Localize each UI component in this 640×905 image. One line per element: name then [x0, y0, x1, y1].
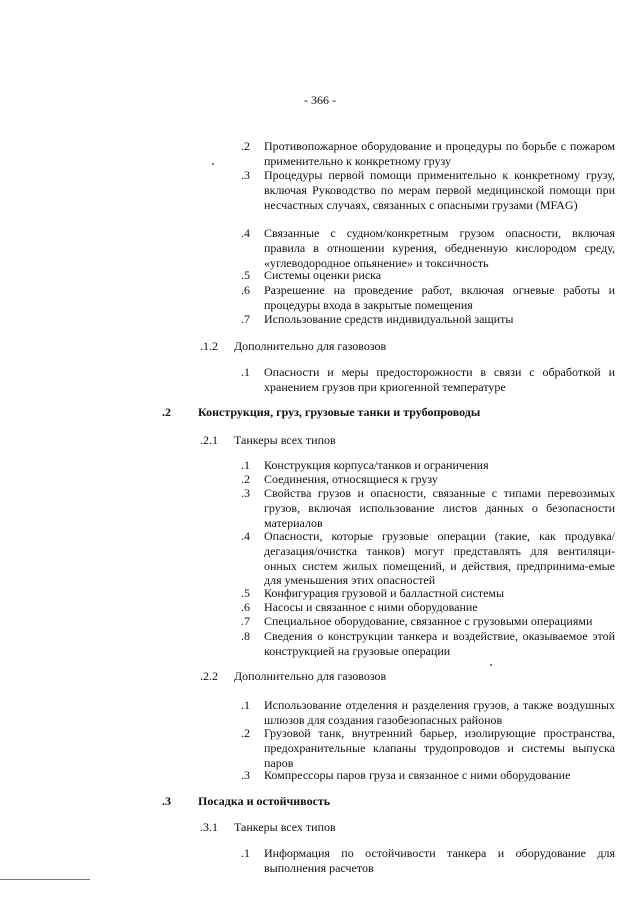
item-number: .2 — [241, 139, 250, 153]
item-number: .3 — [241, 168, 250, 182]
item-number: .6 — [241, 600, 250, 614]
item-text: Опасности, которые грузовые операции (такие, как продувка/ дегазация/очистка танков) могут представлять для вентиляци-онных систем жилых помещений, и действия, предпринима-емые для уменьшения этих опасностей — [264, 529, 615, 588]
item-number: .8 — [241, 629, 250, 643]
item-text: Конструкция корпуса/танков и ограничения — [264, 458, 489, 472]
scan-line — [0, 879, 90, 880]
item-number: .1 — [241, 365, 250, 379]
item-text: Сведения о конструкции танкера и воздействие, оказываемое этой конструкцией на грузовые операции — [264, 629, 615, 658]
item-text: Связанные с судном/конкретным грузом опасности, включая правила в отношении курения, обедненную кислородом среду, «углеводородное опьянение» и токсичность — [264, 226, 615, 270]
section-number: .3 — [162, 794, 171, 808]
list-item — [230, 486, 615, 530]
item-number: .1 — [241, 458, 250, 472]
section-number: .2 — [162, 405, 171, 419]
list-item — [230, 139, 615, 169]
subsection-number: .2.2 — [200, 669, 218, 683]
section-title: Конструкция, груз, грузовые танки и трубопроводы — [198, 405, 481, 419]
list-item — [230, 629, 615, 659]
list-item — [230, 600, 615, 615]
list-item — [230, 529, 615, 588]
list-item — [230, 365, 615, 395]
item-text: Опасности и меры предосторожности в связи с обработкой и хранением грузов при криогенной температуре — [264, 365, 615, 394]
item-text: Использование отделения и разделения грузов, а также воздушных шлюзов для создания газобезопасных районов — [264, 698, 615, 727]
item-number: .5 — [241, 586, 250, 600]
scan-speck — [490, 664, 492, 666]
item-text: Использование средств индивидуальной защиты — [264, 312, 514, 326]
subsection-title: Танкеры всех типов — [234, 820, 336, 834]
item-text: Соединения, относящиеся к грузу — [264, 472, 438, 486]
item-number: .2 — [241, 472, 250, 486]
list-item — [230, 283, 615, 313]
item-number: .6 — [241, 283, 250, 297]
subsection-title: Танкеры всех типов — [234, 433, 336, 447]
list-item — [230, 458, 615, 473]
list-item — [230, 586, 615, 601]
subsection-number: .2.1 — [200, 433, 218, 447]
item-number: .5 — [241, 268, 250, 282]
item-text: Конфигурация грузовой и балластной системы — [264, 586, 505, 600]
item-text: Разрешение на проведение работ, включая огневые работы и процедуры входа в закрытые помещения — [264, 283, 615, 312]
list-item — [230, 768, 615, 783]
item-number: .7 — [241, 614, 250, 628]
scan-speck — [212, 163, 214, 165]
item-number: .3 — [241, 486, 250, 500]
item-number: .1 — [241, 846, 250, 860]
list-item — [230, 472, 615, 487]
item-text: Противопожарное оборудование и процедуры по борьбе с пожаром применительно к конкретному грузу — [264, 139, 615, 168]
list-item — [230, 846, 615, 876]
item-number: .7 — [241, 312, 250, 326]
item-text: Процедуры первой помощи применительно к конкретному грузу, включая Руководство по мерам первой медицинской помощи при несчастных случаях, связанных с опасными грузами (MFAG) — [264, 168, 615, 212]
list-item — [230, 226, 615, 270]
subsection-title: Дополнительно для газовозов — [234, 339, 387, 353]
item-text: Компрессоры паров груза и связанное с ними оборудование — [264, 768, 571, 782]
item-text: Грузовой танк, внутренний барьер, изолирующие пространства, предохранительные клапаны трудопроводов и системы выпуска паров — [264, 726, 615, 770]
subsection-title: Дополнительно для газовозов — [234, 669, 387, 683]
list-item — [230, 168, 615, 212]
item-text: Системы оценки риска — [264, 268, 382, 282]
item-number: .4 — [241, 226, 250, 240]
item-text: Насосы и связанное с ними оборудование — [264, 600, 478, 614]
section-title: Посадка и остойчивость — [198, 794, 331, 808]
item-number: .1 — [241, 698, 250, 712]
list-item — [230, 268, 615, 283]
list-item — [230, 614, 615, 629]
item-number: .4 — [241, 529, 250, 543]
item-text: Специальное оборудование, связанное с грузовыми операциями — [264, 614, 593, 628]
item-text: Информация по остойчивости танкера и оборудование для выполнения расчетов — [264, 846, 615, 875]
subsection-number: .1.2 — [200, 339, 218, 353]
page-number: - 366 - — [304, 93, 336, 107]
list-item — [230, 726, 615, 770]
item-number: .3 — [241, 768, 250, 782]
list-item — [230, 312, 615, 327]
subsection-number: .3.1 — [200, 820, 218, 834]
item-number: .2 — [241, 726, 250, 740]
item-text: Свойства грузов и опасности, связанные с типами перевозимых грузов, включая использование листов данных о безопасности материалов — [264, 486, 615, 530]
list-item — [230, 698, 615, 728]
